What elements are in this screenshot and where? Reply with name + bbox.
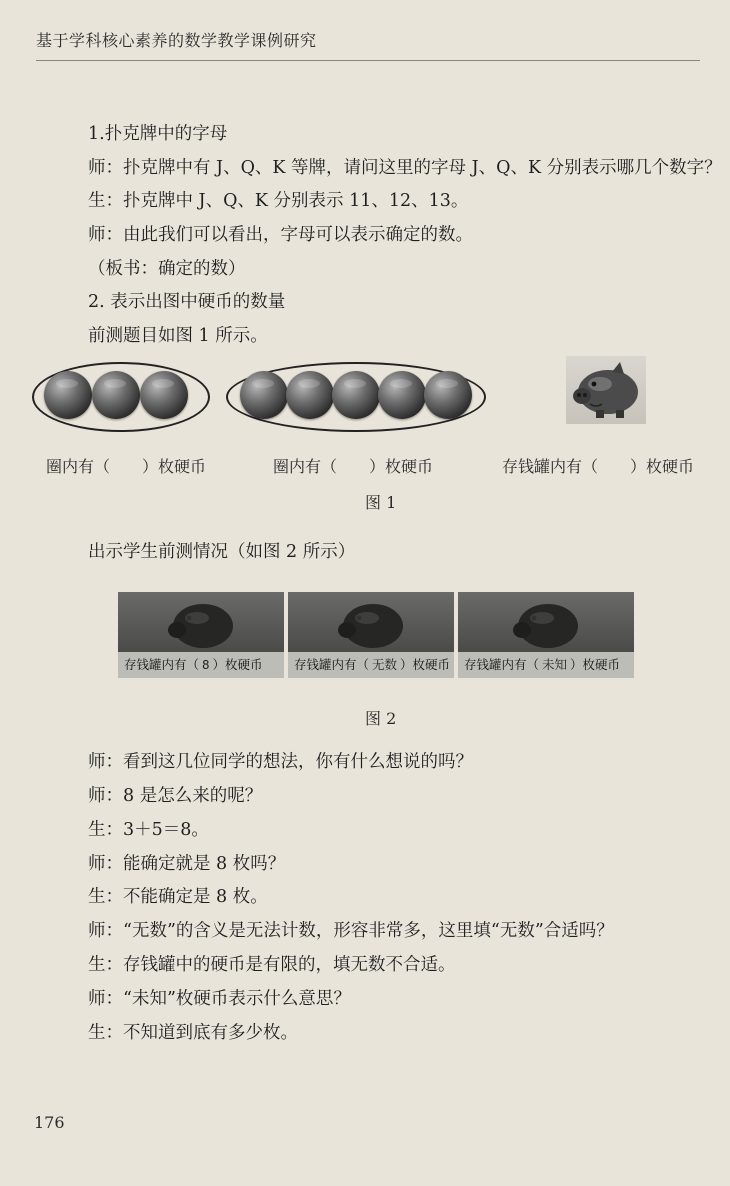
dialogue-line: 生：不能确定是 8 枚。 bbox=[88, 887, 268, 907]
coin-image bbox=[44, 371, 92, 419]
student-answer: 未知 bbox=[542, 657, 568, 672]
paragraph-line: 前测题目如图 1 所示。 bbox=[88, 326, 268, 346]
coin-image bbox=[286, 371, 334, 419]
paragraph-line: 师：由此我们可以看出，字母可以表示确定的数。 bbox=[88, 225, 473, 245]
photo-text-suffix: ）枚硬币 bbox=[400, 657, 451, 672]
paragraph-line: 师：扑克牌中有 J、Q、K 等牌，请问这里的字母 J、Q、K 分别表示哪几个数字？ bbox=[88, 158, 722, 178]
student-answer: 无数 bbox=[372, 657, 398, 672]
photo-text-prefix: 存钱罐内有（ bbox=[464, 657, 540, 672]
dialogue-line: 师：8 是怎么来的呢？ bbox=[88, 786, 263, 806]
photo-text-suffix: ）枚硬币 bbox=[570, 657, 621, 672]
coin-image bbox=[424, 371, 472, 419]
photo-text-suffix: ）枚硬币 bbox=[212, 657, 263, 672]
coin-image bbox=[332, 371, 380, 419]
dialogue-line: 生：不知道到底有多少枚。 bbox=[88, 1023, 298, 1043]
photo-text-prefix: 存钱罐内有（ bbox=[124, 657, 200, 672]
coin-image bbox=[92, 371, 140, 419]
figure1-label-circle-1: 圈内有（ ）枚硬币 bbox=[46, 457, 207, 476]
student-answer-photo-3 bbox=[458, 592, 634, 678]
dialogue-line: 生：3＋5＝8。 bbox=[88, 820, 209, 840]
coin-image bbox=[240, 371, 288, 419]
page-number: 176 bbox=[34, 1113, 65, 1132]
student-answer: 8 bbox=[202, 657, 210, 672]
figure1-label-circle-2: 圈内有（ ）枚硬币 bbox=[273, 457, 434, 476]
coin-image bbox=[140, 371, 188, 419]
student-answer-photo-1 bbox=[118, 592, 284, 678]
subheading-poker-letters: 1.扑克牌中的字母 bbox=[88, 124, 228, 144]
student-answer-photo-2 bbox=[288, 592, 454, 678]
piggy-bank-image bbox=[566, 356, 646, 424]
running-header: 基于学科核心素养的数学教学课例研究 bbox=[36, 31, 317, 50]
paragraph-line: 生：扑克牌中 J、Q、K 分别表示 11、12、13。 bbox=[88, 191, 469, 211]
figure1-caption: 图 1 bbox=[365, 493, 397, 512]
dialogue-line: 生：存钱罐中的硬币是有限的，填无数不合适。 bbox=[88, 955, 456, 975]
figure2-caption: 图 2 bbox=[365, 709, 397, 728]
coin-image bbox=[378, 371, 426, 419]
figure1-label-piggy-bank: 存钱罐内有（ ）枚硬币 bbox=[502, 457, 695, 476]
dialogue-line: 师：看到这几位同学的想法，你有什么想说的吗？ bbox=[88, 752, 473, 772]
paragraph-line: （板书：确定的数） bbox=[88, 259, 246, 279]
paragraph-line: 出示学生前测情况（如图 2 所示） bbox=[88, 542, 356, 562]
dialogue-line: 师：“无数”的含义是无法计数，形容非常多，这里填“无数”合适吗？ bbox=[88, 921, 614, 941]
dialogue-line: 师：“未知”枚硬币表示什么意思？ bbox=[88, 989, 351, 1009]
dialogue-line: 师：能确定就是 8 枚吗？ bbox=[88, 854, 286, 874]
subheading-coin-count: 2. 表示出图中硬币的数量 bbox=[88, 292, 286, 312]
header-rule bbox=[36, 60, 700, 61]
photo-text-prefix: 存钱罐内有（ bbox=[294, 657, 370, 672]
